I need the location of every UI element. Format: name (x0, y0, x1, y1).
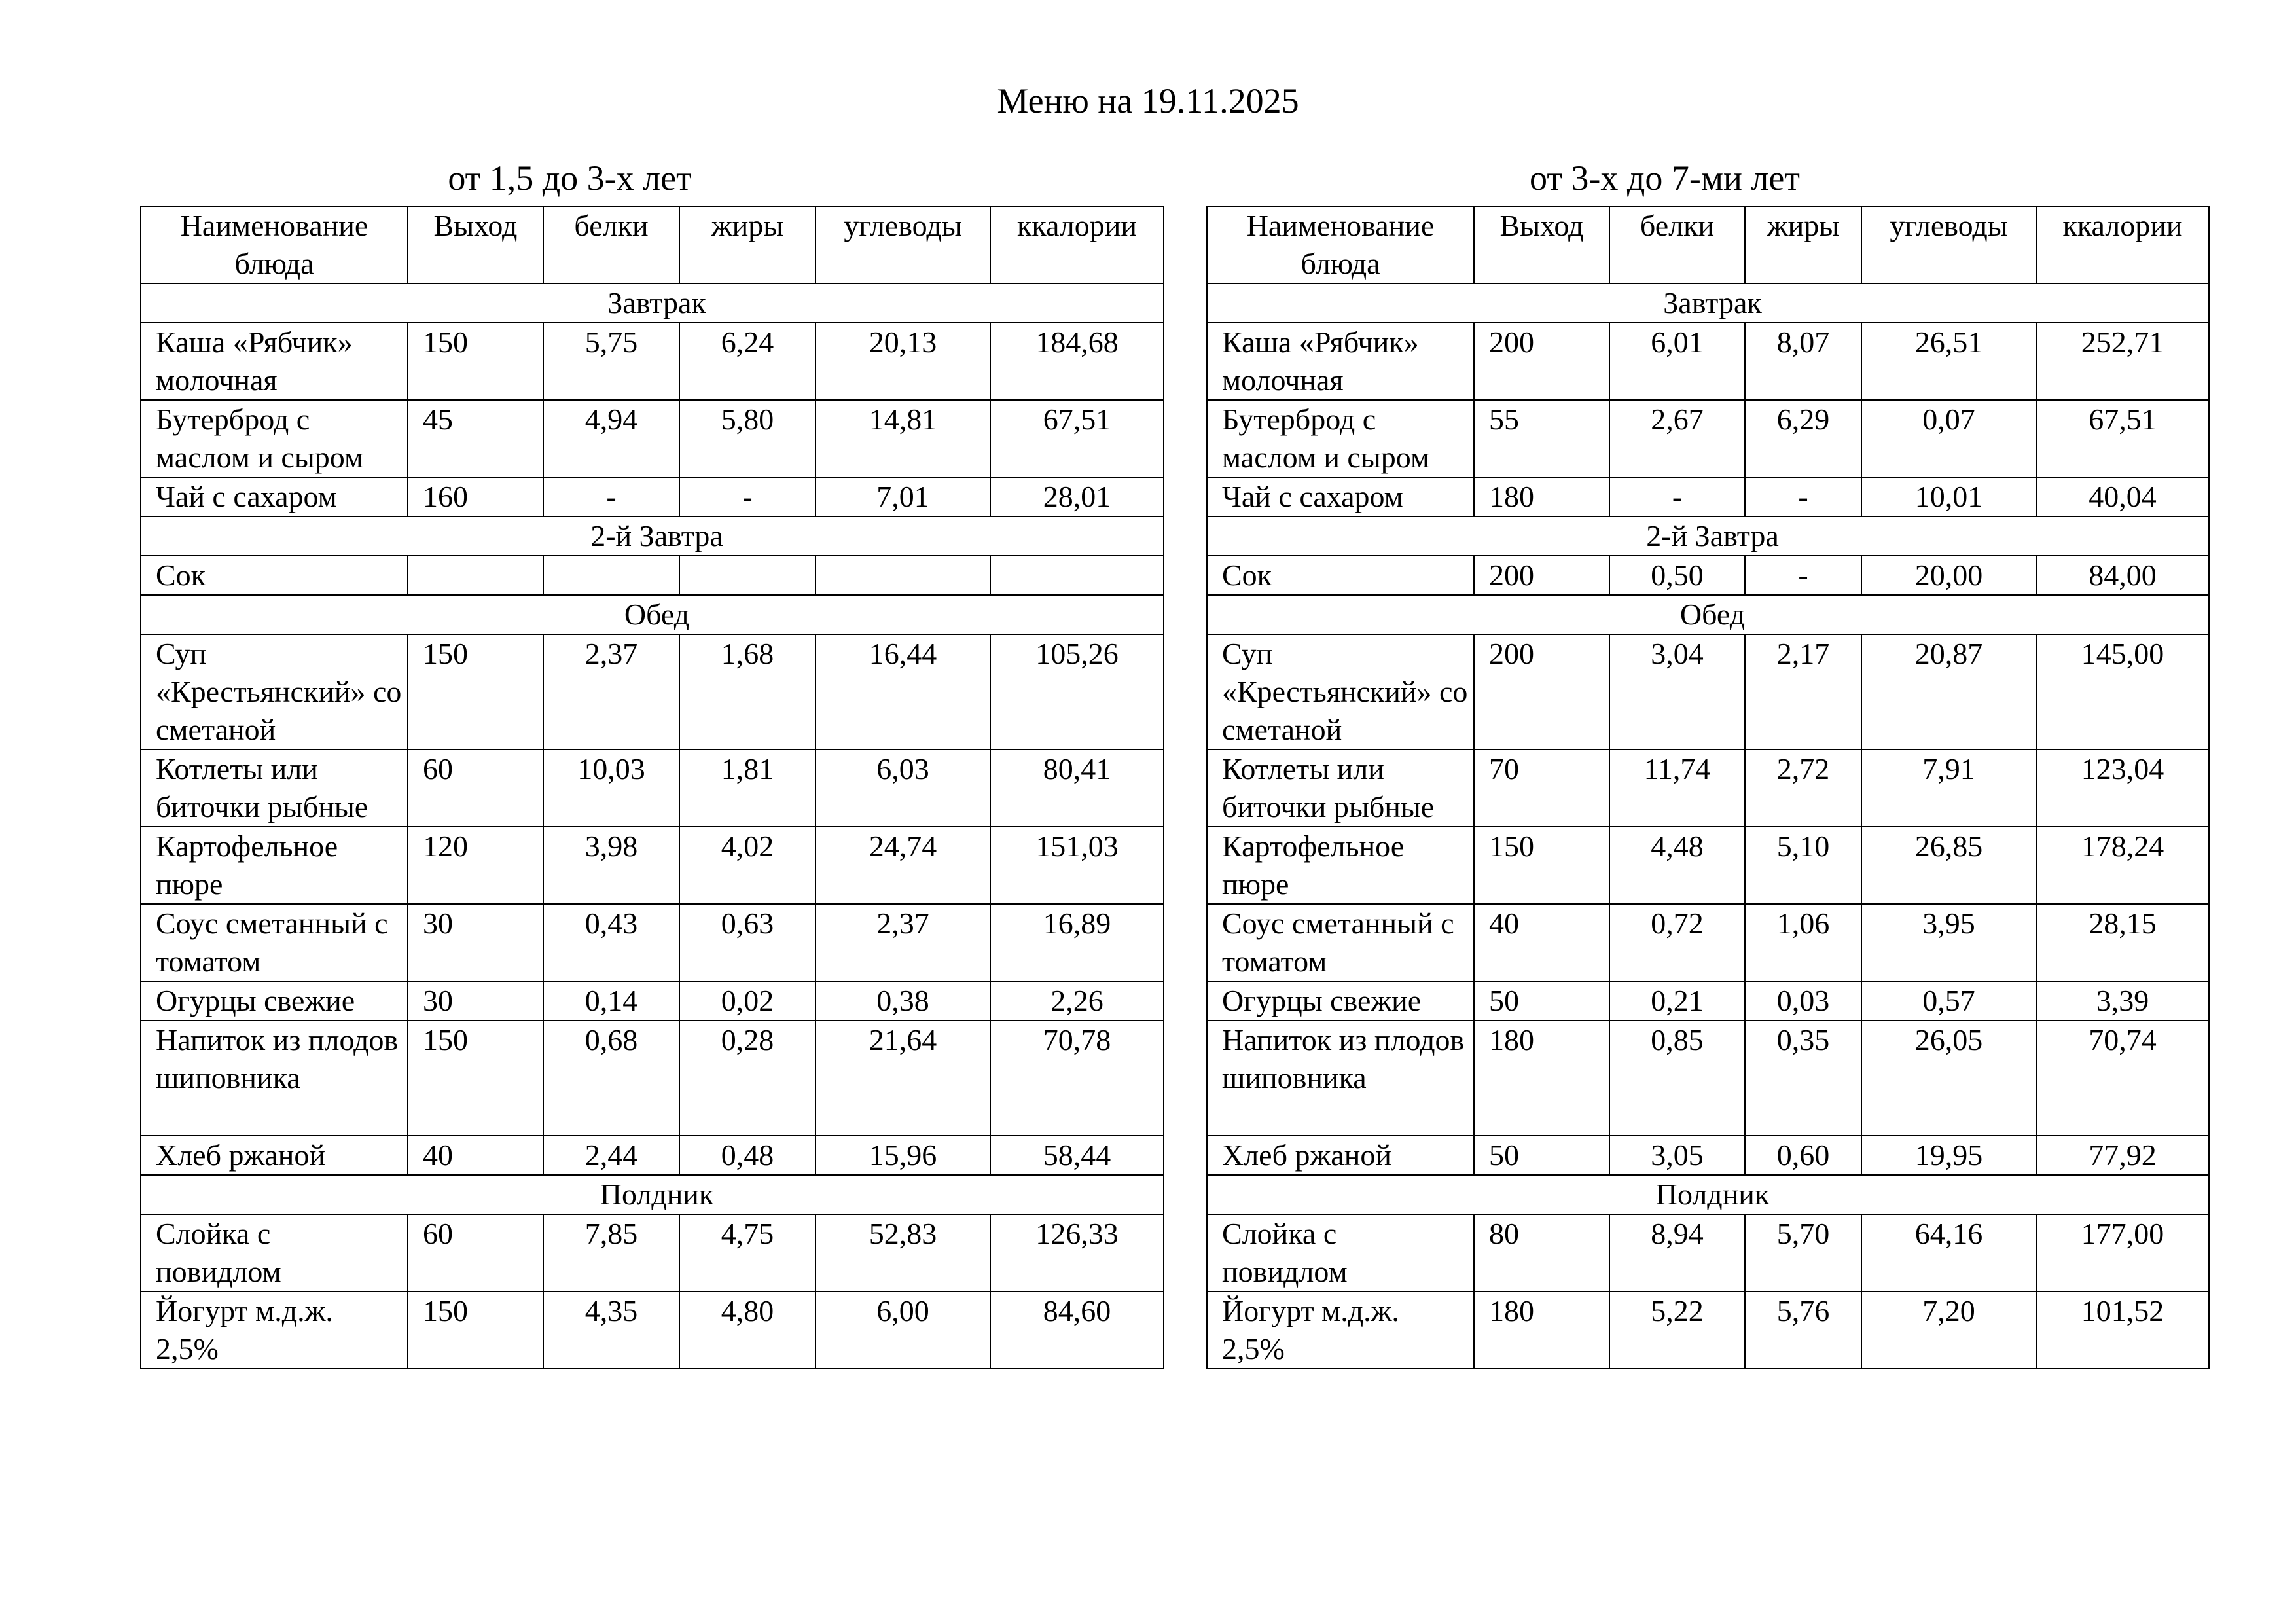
dish-output: 70 (1474, 749, 1609, 827)
dish-kcal: 40,04 (2036, 477, 2209, 516)
table-row (141, 556, 1164, 595)
dish-kcal: 28,15 (2036, 904, 2209, 981)
dish-output: 180 (1474, 1020, 1609, 1136)
dish-fat: - (1745, 477, 1861, 516)
dish-output: 80 (1474, 1214, 1609, 1291)
dish-fat: 5,70 (1745, 1214, 1861, 1291)
dish-protein: 2,37 (543, 634, 679, 749)
dish-kcal: 126,33 (990, 1214, 1164, 1291)
menu-table (1206, 206, 2210, 1369)
dish-kcal: 145,00 (2036, 634, 2209, 749)
dish-protein: 0,21 (1609, 981, 1745, 1020)
dish-name: Суп «Крестьянский» со сметаной (1207, 634, 1474, 749)
column-header: Выход (1474, 206, 1609, 283)
dish-name: Чай с сахаром (141, 477, 408, 516)
dish-protein: 2,44 (543, 1136, 679, 1175)
dish-kcal: 101,52 (2036, 1291, 2209, 1369)
dish-name: Огурцы свежие (1207, 981, 1474, 1020)
dish-output: 150 (408, 1020, 543, 1136)
dish-carbs: 14,81 (816, 400, 990, 477)
dish-fat (679, 556, 816, 595)
dish-protein: 0,72 (1609, 904, 1745, 981)
dish-output: 30 (408, 904, 543, 981)
table-row (141, 827, 1164, 904)
meal-heading: Завтрак (1207, 283, 2209, 323)
dish-output: 180 (1474, 477, 1609, 516)
table-row (141, 1214, 1164, 1291)
dish-carbs: 2,37 (816, 904, 990, 981)
table-row (141, 1291, 1164, 1369)
dish-kcal: 77,92 (2036, 1136, 2209, 1175)
dish-name: Бутерброд с маслом и сыром (141, 400, 408, 477)
meal-heading: Завтрак (141, 283, 1164, 323)
dish-protein: 0,85 (1609, 1020, 1745, 1136)
dish-protein: - (1609, 477, 1745, 516)
dish-name: Котлеты или биточки рыбные (1207, 749, 1474, 827)
table-row (141, 904, 1164, 981)
meal-heading: 2-й Завтра (141, 516, 1164, 556)
dish-carbs: 3,95 (1861, 904, 2036, 981)
dish-name: Напиток из плодов шиповника (141, 1020, 408, 1136)
table-row (141, 981, 1164, 1020)
dish-fat: 2,72 (1745, 749, 1861, 827)
meal-row (141, 595, 1164, 634)
dish-kcal: 80,41 (990, 749, 1164, 827)
dish-carbs: 15,96 (816, 1136, 990, 1175)
dish-carbs: 26,85 (1861, 827, 2036, 904)
dish-output: 45 (408, 400, 543, 477)
dish-name: Хлеб ржаной (1207, 1136, 1474, 1175)
dish-name: Сок (141, 556, 408, 595)
dish-output: 50 (1474, 981, 1609, 1020)
dish-carbs: 7,01 (816, 477, 990, 516)
dish-carbs: 26,51 (1861, 323, 2036, 400)
dish-fat: 0,03 (1745, 981, 1861, 1020)
dish-protein: 7,85 (543, 1214, 679, 1291)
dish-carbs: 52,83 (816, 1214, 990, 1291)
table-row (1207, 400, 2209, 477)
dish-name: Огурцы свежие (141, 981, 408, 1020)
dish-kcal: 123,04 (2036, 749, 2209, 827)
dish-kcal (990, 556, 1164, 595)
dish-kcal: 2,26 (990, 981, 1164, 1020)
dish-carbs: 21,64 (816, 1020, 990, 1136)
dish-carbs: 10,01 (1861, 477, 2036, 516)
dish-kcal: 105,26 (990, 634, 1164, 749)
table-row (1207, 556, 2209, 595)
dish-kcal: 28,01 (990, 477, 1164, 516)
dish-name: Каша «Рябчик» молочная (141, 323, 408, 400)
dish-protein: 0,43 (543, 904, 679, 981)
column-header: углеводы (816, 206, 990, 283)
dish-kcal: 3,39 (2036, 981, 2209, 1020)
dish-output: 30 (408, 981, 543, 1020)
dish-carbs: 19,95 (1861, 1136, 2036, 1175)
dish-output: 150 (408, 634, 543, 749)
dish-name: Йогурт м.д.ж. 2,5% (1207, 1291, 1474, 1369)
dish-name: Напиток из плодов шиповника (1207, 1020, 1474, 1136)
column-header: углеводы (1861, 206, 2036, 283)
menu-table-body (1207, 206, 2209, 1369)
dish-output: 200 (1474, 634, 1609, 749)
dish-protein: 4,35 (543, 1291, 679, 1369)
dish-kcal: 84,00 (2036, 556, 2209, 595)
meal-heading: 2-й Завтра (1207, 516, 2209, 556)
dish-fat: 6,29 (1745, 400, 1861, 477)
column-header: Выход (408, 206, 543, 283)
dish-output: 180 (1474, 1291, 1609, 1369)
dish-output: 160 (408, 477, 543, 516)
dish-fat: 0,35 (1745, 1020, 1861, 1136)
dish-carbs: 64,16 (1861, 1214, 2036, 1291)
table-row (1207, 323, 2209, 400)
section-title: от 1,5 до 3-х лет (448, 158, 692, 198)
table-row (141, 323, 1164, 400)
dish-protein: 3,98 (543, 827, 679, 904)
column-header: белки (543, 206, 679, 283)
meal-heading: Полдник (1207, 1175, 2209, 1214)
table-header-row (1207, 206, 2209, 283)
dish-fat: 2,17 (1745, 634, 1861, 749)
section-toddlers (140, 157, 1163, 1369)
dish-protein: 5,22 (1609, 1291, 1745, 1369)
dish-name: Котлеты или биточки рыбные (141, 749, 408, 827)
dish-protein: 5,75 (543, 323, 679, 400)
dish-protein: 6,01 (1609, 323, 1745, 400)
meal-heading: Полдник (141, 1175, 1164, 1214)
dish-fat: 4,02 (679, 827, 816, 904)
dish-output: 50 (1474, 1136, 1609, 1175)
dish-carbs (816, 556, 990, 595)
dish-fat: 0,63 (679, 904, 816, 981)
dish-fat: 5,10 (1745, 827, 1861, 904)
dish-protein: 4,48 (1609, 827, 1745, 904)
dish-kcal: 70,78 (990, 1020, 1164, 1136)
table-row (1207, 1214, 2209, 1291)
dish-protein (543, 556, 679, 595)
dish-protein: 4,94 (543, 400, 679, 477)
dish-kcal: 67,51 (2036, 400, 2209, 477)
dish-kcal: 252,71 (2036, 323, 2209, 400)
dish-kcal: 151,03 (990, 827, 1164, 904)
dish-output: 200 (1474, 556, 1609, 595)
dish-protein: 11,74 (1609, 749, 1745, 827)
dish-protein: 8,94 (1609, 1214, 1745, 1291)
dish-protein: 10,03 (543, 749, 679, 827)
menu-table-body (141, 206, 1164, 1369)
table-row (1207, 827, 2209, 904)
dish-name: Слойка с повидлом (141, 1214, 408, 1291)
dish-fat: 0,02 (679, 981, 816, 1020)
menu-table (140, 206, 1164, 1369)
table-row (141, 634, 1164, 749)
dish-kcal: 16,89 (990, 904, 1164, 981)
dish-name: Картофельное пюре (1207, 827, 1474, 904)
dish-output: 150 (1474, 827, 1609, 904)
dish-carbs: 26,05 (1861, 1020, 2036, 1136)
dish-kcal: 177,00 (2036, 1214, 2209, 1291)
meal-heading: Обед (1207, 595, 2209, 634)
table-row (1207, 1020, 2209, 1136)
dish-kcal: 58,44 (990, 1136, 1164, 1175)
column-header: жиры (679, 206, 816, 283)
table-row (1207, 904, 2209, 981)
table-row (1207, 634, 2209, 749)
table-row (1207, 749, 2209, 827)
dish-name: Чай с сахаром (1207, 477, 1474, 516)
dish-name: Картофельное пюре (141, 827, 408, 904)
dish-protein: - (543, 477, 679, 516)
dish-fat: 1,68 (679, 634, 816, 749)
meal-heading: Обед (141, 595, 1164, 634)
dish-name: Соус сметанный с томатом (141, 904, 408, 981)
table-row (1207, 477, 2209, 516)
dish-output: 55 (1474, 400, 1609, 477)
dish-fat: 5,76 (1745, 1291, 1861, 1369)
meal-row (141, 516, 1164, 556)
column-header: белки (1609, 206, 1745, 283)
dish-carbs: 20,87 (1861, 634, 2036, 749)
section-preschool (1206, 157, 2208, 1369)
dish-protein: 3,05 (1609, 1136, 1745, 1175)
page-title: Меню на 19.11.2025 (997, 81, 1299, 120)
dish-carbs: 6,00 (816, 1291, 990, 1369)
dish-name: Соус сметанный с томатом (1207, 904, 1474, 981)
dish-fat: - (1745, 556, 1861, 595)
dish-fat: 4,75 (679, 1214, 816, 1291)
dish-carbs: 0,38 (816, 981, 990, 1020)
dish-fat: 8,07 (1745, 323, 1861, 400)
dish-carbs: 20,00 (1861, 556, 2036, 595)
dish-name: Бутерброд с маслом и сыром (1207, 400, 1474, 477)
meal-row (141, 283, 1164, 323)
dish-kcal: 178,24 (2036, 827, 2209, 904)
dish-kcal: 184,68 (990, 323, 1164, 400)
section-title: от 3-х до 7-ми лет (1530, 158, 1800, 198)
dish-carbs: 0,07 (1861, 400, 2036, 477)
dish-output: 150 (408, 323, 543, 400)
column-header: Наименование блюда (141, 206, 408, 283)
dish-fat: 5,80 (679, 400, 816, 477)
dish-output: 60 (408, 749, 543, 827)
table-row (141, 749, 1164, 827)
dish-carbs: 16,44 (816, 634, 990, 749)
meal-row (141, 1175, 1164, 1214)
table-row (1207, 1291, 2209, 1369)
dish-protein: 2,67 (1609, 400, 1745, 477)
column-header: ккалории (990, 206, 1164, 283)
dish-protein: 3,04 (1609, 634, 1745, 749)
column-header: Наименование блюда (1207, 206, 1474, 283)
column-header: жиры (1745, 206, 1861, 283)
dish-name: Йогурт м.д.ж. 2,5% (141, 1291, 408, 1369)
dish-carbs: 7,91 (1861, 749, 2036, 827)
meal-row (1207, 595, 2209, 634)
dish-fat: 4,80 (679, 1291, 816, 1369)
table-row (1207, 1136, 2209, 1175)
dish-output: 200 (1474, 323, 1609, 400)
dish-output: 150 (408, 1291, 543, 1369)
column-header: ккалории (2036, 206, 2209, 283)
dish-kcal: 84,60 (990, 1291, 1164, 1369)
meal-row (1207, 516, 2209, 556)
table-header-row (141, 206, 1164, 283)
dish-output: 40 (408, 1136, 543, 1175)
dish-fat: - (679, 477, 816, 516)
dish-fat: 0,48 (679, 1136, 816, 1175)
dish-name: Каша «Рябчик» молочная (1207, 323, 1474, 400)
dish-name: Сок (1207, 556, 1474, 595)
table-row (141, 477, 1164, 516)
dish-kcal: 67,51 (990, 400, 1164, 477)
table-row (141, 1136, 1164, 1175)
meal-row (1207, 283, 2209, 323)
dish-fat: 1,06 (1745, 904, 1861, 981)
dish-carbs: 7,20 (1861, 1291, 2036, 1369)
dish-carbs: 0,57 (1861, 981, 2036, 1020)
dish-protein: 0,50 (1609, 556, 1745, 595)
dish-carbs: 24,74 (816, 827, 990, 904)
dish-fat: 0,60 (1745, 1136, 1861, 1175)
meal-row (1207, 1175, 2209, 1214)
dish-output (408, 556, 543, 595)
dish-name: Хлеб ржаной (141, 1136, 408, 1175)
dish-carbs: 20,13 (816, 323, 990, 400)
dish-output: 40 (1474, 904, 1609, 981)
dish-fat: 6,24 (679, 323, 816, 400)
dish-carbs: 6,03 (816, 749, 990, 827)
table-row (1207, 981, 2209, 1020)
dish-output: 120 (408, 827, 543, 904)
dish-name: Суп «Крестьянский» со сметаной (141, 634, 408, 749)
table-row (141, 1020, 1164, 1136)
dish-name: Слойка с повидлом (1207, 1214, 1474, 1291)
dish-protein: 0,68 (543, 1020, 679, 1136)
dish-fat: 1,81 (679, 749, 816, 827)
dish-output: 60 (408, 1214, 543, 1291)
dish-fat: 0,28 (679, 1020, 816, 1136)
dish-kcal: 70,74 (2036, 1020, 2209, 1136)
dish-protein: 0,14 (543, 981, 679, 1020)
table-row (141, 400, 1164, 477)
